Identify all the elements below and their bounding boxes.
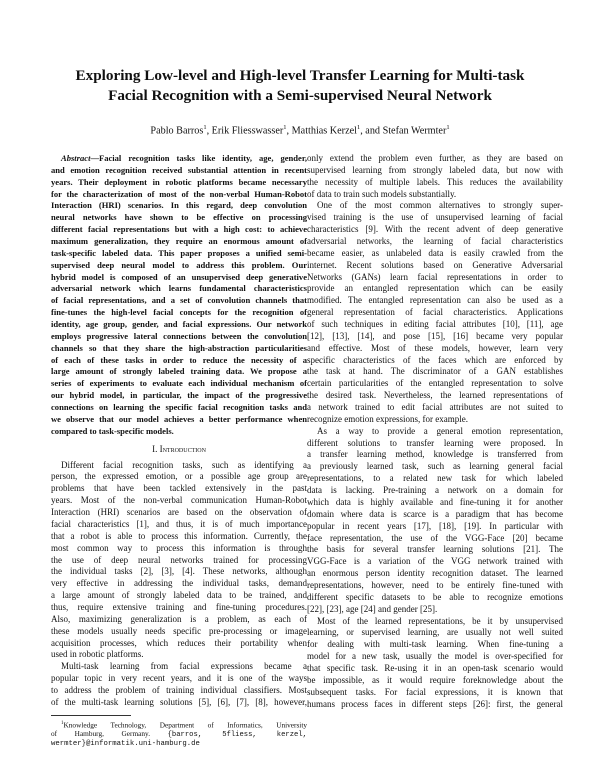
body-line: As a way to provide a general emotion representation, xyxy=(317,425,563,436)
abstract-line: task-specific labeled data. This paper proposes a unified semi- xyxy=(51,247,307,258)
intro-text-left xyxy=(51,460,307,709)
footnote-mark: 1 xyxy=(61,720,64,726)
body-line: recognize emotion expressions, for example. xyxy=(307,413,468,424)
body-line: the individual tasks [2], [3], [4]. These networks, although xyxy=(51,566,307,577)
abstract-line: Interaction (HRI) scenarios. In this regard, deep convolution xyxy=(51,200,307,211)
paper-title xyxy=(40,66,560,106)
body-line: specific characteristics of the faces which are enforced by xyxy=(307,354,563,365)
body-line: Also, maximizing generalization is a problem, as each of xyxy=(51,613,307,624)
body-line: Networks (GANs) learn facial representations in order to xyxy=(307,271,563,282)
footnote-line: $^1$Knowledge Technology, Department of Informatics, University xyxy=(61,720,307,730)
body-line: person, the expressed emotion, or a possible age group are xyxy=(51,471,307,482)
author-list: Pablo Barros$^1$, Erik Fliesswasser$^1$, Matthias Kerzel$^1$, and Stefan Wermter$^1$ xyxy=(150,124,450,137)
title-line-2: Facial Recognition with a Semi-supervised Neural Network xyxy=(108,87,492,104)
body-line: subsequent tasks. For facial expressions, it is known that xyxy=(307,686,563,697)
author-affiliation: 1 xyxy=(446,124,450,131)
abstract-line: of facial representations, and a set of convolution channels that xyxy=(51,295,307,306)
author-affiliation: 1 xyxy=(356,124,361,131)
body-line: the necessity of multiple labels. This reduces the availability xyxy=(307,176,563,187)
body-line: facial characteristics [1], and thus, it is of much importance xyxy=(51,518,307,529)
body-line: which data is highly available and fine-tuning it for another xyxy=(307,496,563,507)
body-line: of the multi-task learning solutions [5], [6], [7], [8], however, xyxy=(51,696,307,707)
footnote-rule xyxy=(51,715,131,716)
body-line: representations, to a related new task for which labeled xyxy=(307,473,563,484)
section-title: Introduction xyxy=(159,443,206,454)
abstract-line: maximum generalization, they require an enormous amount of xyxy=(51,236,307,247)
body-line: representations, however, need to be entirely fine-tuned with xyxy=(307,579,563,590)
body-line: problems that have been tackled extensively in the past xyxy=(51,483,307,494)
abstract-label: Abstract xyxy=(61,153,91,163)
abstract-line: different facial representations but with a high cost: to achieve xyxy=(51,224,307,235)
footnote-line: of Hamburg, Germany. {barros, 5fliess, kerzel, xyxy=(51,728,307,739)
body-line: most common way to process this information is through xyxy=(51,542,307,553)
body-line: popular in recent years [17], [18], [19]. In particular with xyxy=(307,520,563,531)
body-line: became easier, as unlabeled data is easily crawled from the xyxy=(307,247,563,258)
body-line: the basis for several transfer learning solutions [21]. The xyxy=(307,544,563,555)
abstract-line: neural networks have shown to be effective on processing xyxy=(51,212,307,223)
author-name: Matthias Kerzel xyxy=(291,125,357,137)
body-line: Different facial recognition tasks, such as identifying a xyxy=(61,459,307,470)
body-line: thus, require extensive training and fine-tuning procedures. xyxy=(51,601,307,612)
body-line: the desired task. Nevertheless, the learned representations of xyxy=(307,390,563,401)
author-name: Stefan Wermter xyxy=(382,125,447,137)
body-line: these models usually needs specific pre-processing or image xyxy=(51,625,307,636)
abstract-line: Abstract—Facial recognition tasks like identity, age, gender, xyxy=(61,153,307,163)
footnote-emails: {barros, 5fliess, kerzel, xyxy=(167,730,307,739)
abstract-line: hybrid model is composed of an unsupervised deep generative xyxy=(51,271,307,282)
body-line: for dealing with multi-task learning. When fine-tuning a xyxy=(307,639,563,650)
body-line: provide an entangled representation which can be easily xyxy=(307,283,563,294)
abstract-line: adversarial network which learns fundamental characteristics xyxy=(51,283,307,294)
body-line: that specific task. Re-using it in an open-task scenario would xyxy=(307,662,563,673)
body-line: of such techniques in editing facial attributes [10], [11], age xyxy=(307,319,563,330)
body-line: face representation, the use of the VGG-Face [20] became xyxy=(307,532,563,543)
abstract-line: employs progressive lateral connections between the convolution xyxy=(51,330,307,341)
body-line: a previously learned task, such as learning general facial xyxy=(307,461,563,472)
body-line: humans process faces in different steps [26]: first, the general xyxy=(307,698,563,709)
abstract-line: connections on learning the specific facial recognition tasks and xyxy=(51,402,307,413)
body-line: very effective in addressing the individual tasks, demand xyxy=(51,578,307,589)
abstract-line: compared to task-specific models. xyxy=(51,425,174,436)
body-line: internet. Recent solutions based on Generative Adversarial xyxy=(307,259,563,270)
body-line: a network trained to edit facial attributes are not suited to xyxy=(307,402,563,413)
body-line: the use of deep neural networks trained for processing xyxy=(51,554,307,565)
body-line: certain particularities of the entangled representation to solve xyxy=(307,378,563,389)
abstract-line: series of experiments to evaluate each individual mechanism of xyxy=(51,378,307,389)
body-line: that a robot is able to process this information. Currently, the xyxy=(51,530,307,541)
body-line: supervised learning from strongly labeled data, but now with xyxy=(307,164,563,175)
body-line: Multi-task learning from facial expressions became a xyxy=(61,661,307,672)
body-line: of data to train such models substantially. xyxy=(307,188,457,199)
body-line: VGG-Face is a variation of the VGG network trained with xyxy=(307,556,563,567)
body-line: Most of the learned representations, be it by unsupervised xyxy=(317,615,563,626)
body-line: used in robotic platforms. xyxy=(51,649,144,660)
abstract-line: years. Their deployment in robotic platforms became necessary xyxy=(51,176,307,187)
title-line-1: Exploring Low-level and High-level Transfer Learning for Multi-task xyxy=(75,67,525,84)
body-line: Interaction (HRI) scenarios are based on the observation of xyxy=(51,507,307,518)
author-name: Pablo Barros xyxy=(150,125,204,137)
body-line: and effective. Most of these models, however, learn very xyxy=(307,342,563,353)
body-line: an enormous person identity recognition dataset. The learned xyxy=(307,568,563,579)
left-column xyxy=(51,153,307,749)
body-line: vised training is the use of unsupervised learning of facial xyxy=(307,212,563,223)
body-line: domain where data is scarce is a paradigm that has become xyxy=(307,508,563,519)
body-line: general representation of facial characteristics. Applications xyxy=(307,307,563,318)
body-line: data is lacking. Pre-training a network on a domain for xyxy=(307,485,563,496)
abstract-line: fine-tunes the high-level facial concepts for the recognition of xyxy=(51,307,307,318)
body-line: adversarial networks, the learning of facial characteristics xyxy=(307,236,563,247)
abstract-line: identity, age group, gender, and facial expressions. Our network xyxy=(51,319,307,330)
abstract-line: of each of these tasks in order to reduce the necessity of a xyxy=(51,354,307,365)
body-line: [12], [13], [14], and pose [15], [16] became very popular xyxy=(307,330,563,341)
abstract-line: we observe that our model achieves a better performance when xyxy=(51,413,307,424)
author-affiliation: 1 xyxy=(283,124,287,131)
abstract-line: and emotion recognition received substantial attention in recent xyxy=(51,164,307,175)
body-line: One of the most common alternatives to strongly super- xyxy=(317,200,563,211)
body-line: different solutions to transfer learning were proposed. In xyxy=(307,437,563,448)
abstract xyxy=(51,153,307,438)
abstract-line: our hybrid model, in particular, the impact of the progressive xyxy=(51,390,307,401)
body-line: a large amount of strongly labeled data to be trained, and xyxy=(51,590,307,601)
body-line: learning, or supervised learning, are usually not well suited xyxy=(307,627,563,638)
body-line: a transfer learning method, knowledge is transferred from xyxy=(307,449,563,460)
author-conjunction: and xyxy=(365,125,381,137)
body-line: modified. The entangled representation can also be used as a xyxy=(307,295,563,306)
section-heading xyxy=(51,438,307,460)
body-line: the task at hand. The discriminator of a GAN establishes xyxy=(307,366,563,377)
abstract-line: large amount of strongly labeled training data. We propose a xyxy=(51,366,307,377)
body-line: [22], [23], age [24] and gender [25]. xyxy=(307,603,438,614)
footnote-line: wermter}@informatik.uni-hamburg.de xyxy=(51,739,200,748)
author-name: Erik Fliesswasser xyxy=(211,125,284,137)
body-line: characteristics [9]. With the recent advent of deep generative xyxy=(307,224,563,235)
body-line: be impossible, as it would require foreknowledge about the xyxy=(307,674,563,685)
body-line: to address the problem of training individual classifiers. Most xyxy=(51,684,307,695)
body-line: popular topic in very recent years, and it is one of the ways xyxy=(51,673,307,684)
body-line: only extend the problem even further, as they are based on xyxy=(307,153,563,163)
footnote xyxy=(51,719,307,749)
body-line: model for a new task, usually the model is over-specified for xyxy=(307,651,563,662)
abstract-line: channels so that they share the high-abstraction particularities xyxy=(51,342,307,353)
abstract-line: for the characterization of most of the non-verbal Human-Robot xyxy=(51,188,307,199)
section-number: I. xyxy=(152,443,158,454)
body-line: years. Most of the non-verbal communication Human-Robot xyxy=(51,495,307,506)
abstract-line: supervised deep neural model to address this problem. Our xyxy=(51,259,307,270)
body-line: different specific datasets to be able to recognize emotions xyxy=(307,591,563,602)
body-line: acquisition processes, which reduces their portability when xyxy=(51,637,307,648)
author-affiliation: 1 xyxy=(203,124,207,131)
right-column xyxy=(307,153,563,710)
